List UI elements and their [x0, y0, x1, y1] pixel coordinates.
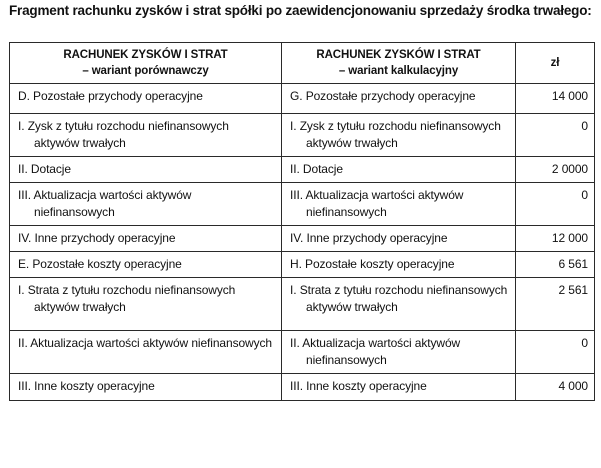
cell-calculation-text: II. Dotacje [290, 162, 343, 176]
cell-calculation-text: II. Aktualizacja wartości aktywów niefinansowych [290, 336, 461, 367]
cell-comparative-text: IV. Inne przychody operacyjne [18, 231, 176, 245]
cell-comparative-text: D. Pozostałe przychody operacyjne [18, 89, 203, 103]
cell-calculation [282, 183, 516, 226]
cell-comparative [10, 84, 282, 114]
cell-value: 0 [516, 183, 595, 226]
cell-comparative-text: I. Strata z tytułu rozchodu niefinansowych aktywów trwałych [18, 283, 236, 314]
cell-comparative-text: III. Aktualizacja wartości aktywów niefinansowych [18, 188, 192, 219]
cell-comparative [10, 331, 282, 374]
table-row [10, 226, 595, 252]
cell-comparative [10, 278, 282, 331]
cell-calculation [282, 84, 516, 114]
cell-comparative-text: III. Inne koszty operacyjne [18, 379, 155, 393]
cell-comparative [10, 114, 282, 157]
cell-calculation [282, 157, 516, 183]
cell-calculation [282, 331, 516, 374]
cell-calculation-text: IV. Inne przychody operacyjne [290, 231, 448, 245]
header-comparative-variant [10, 43, 282, 84]
cell-calculation-text: I. Zysk z tytułu rozchodu niefinansowych aktywów trwałych [290, 119, 501, 150]
cell-calculation [282, 278, 516, 331]
cell-value: 2 561 [516, 278, 595, 331]
table-row [10, 331, 595, 374]
table-row [10, 157, 595, 183]
header-calculation-subtitle: – wariant kalkulacyjny [338, 65, 459, 77]
table-row [10, 278, 595, 331]
cell-calculation-text: I. Strata z tytułu rozchodu niefinansowych aktywów trwałych [290, 283, 508, 314]
document-caption: Fragment rachunku zysków i strat spółki po zaewidencjonowaniu sprzedaży środka trwałego: [9, 3, 592, 18]
cell-calculation-text: III. Aktualizacja wartości aktywów niefinansowych [290, 188, 464, 219]
cell-calculation [282, 114, 516, 157]
header-calculation-variant [282, 43, 516, 84]
cell-calculation-text: G. Pozostałe przychody operacyjne [290, 89, 476, 103]
cell-calculation [282, 252, 516, 278]
cell-value: 2 0000 [516, 157, 595, 183]
table-row [10, 374, 595, 401]
cell-calculation [282, 374, 516, 401]
cell-comparative [10, 226, 282, 252]
cell-calculation [282, 226, 516, 252]
cell-comparative-text: II. Aktualizacja wartości aktywów niefinansowych [18, 336, 272, 350]
cell-comparative-text: I. Zysk z tytułu rozchodu niefinansowych aktywów trwałych [18, 119, 229, 150]
cell-value: 12 000 [516, 226, 595, 252]
cell-comparative [10, 252, 282, 278]
table-row [10, 84, 595, 114]
cell-comparative-text: II. Dotacje [18, 162, 71, 176]
table-row [10, 252, 595, 278]
cell-comparative [10, 374, 282, 401]
header-currency: zł [516, 43, 595, 84]
table-row [10, 114, 595, 157]
cell-value: 6 561 [516, 252, 595, 278]
cell-value: 0 [516, 331, 595, 374]
cell-value: 14 000 [516, 84, 595, 114]
header-comparative-title: RACHUNEK ZYSKÓW I STRAT [63, 49, 228, 61]
income-statement-table [9, 42, 595, 401]
cell-value: 0 [516, 114, 595, 157]
header-calculation-title: RACHUNEK ZYSKÓW I STRAT [316, 49, 481, 61]
cell-comparative-text: E. Pozostałe koszty operacyjne [18, 257, 182, 271]
table-header-row [10, 43, 595, 84]
cell-value: 4 000 [516, 374, 595, 401]
cell-calculation-text: III. Inne koszty operacyjne [290, 379, 427, 393]
cell-calculation-text: H. Pozostałe koszty operacyjne [290, 257, 455, 271]
cell-comparative [10, 157, 282, 183]
cell-comparative [10, 183, 282, 226]
table-row [10, 183, 595, 226]
header-comparative-subtitle: – wariant porównawczy [82, 65, 209, 77]
